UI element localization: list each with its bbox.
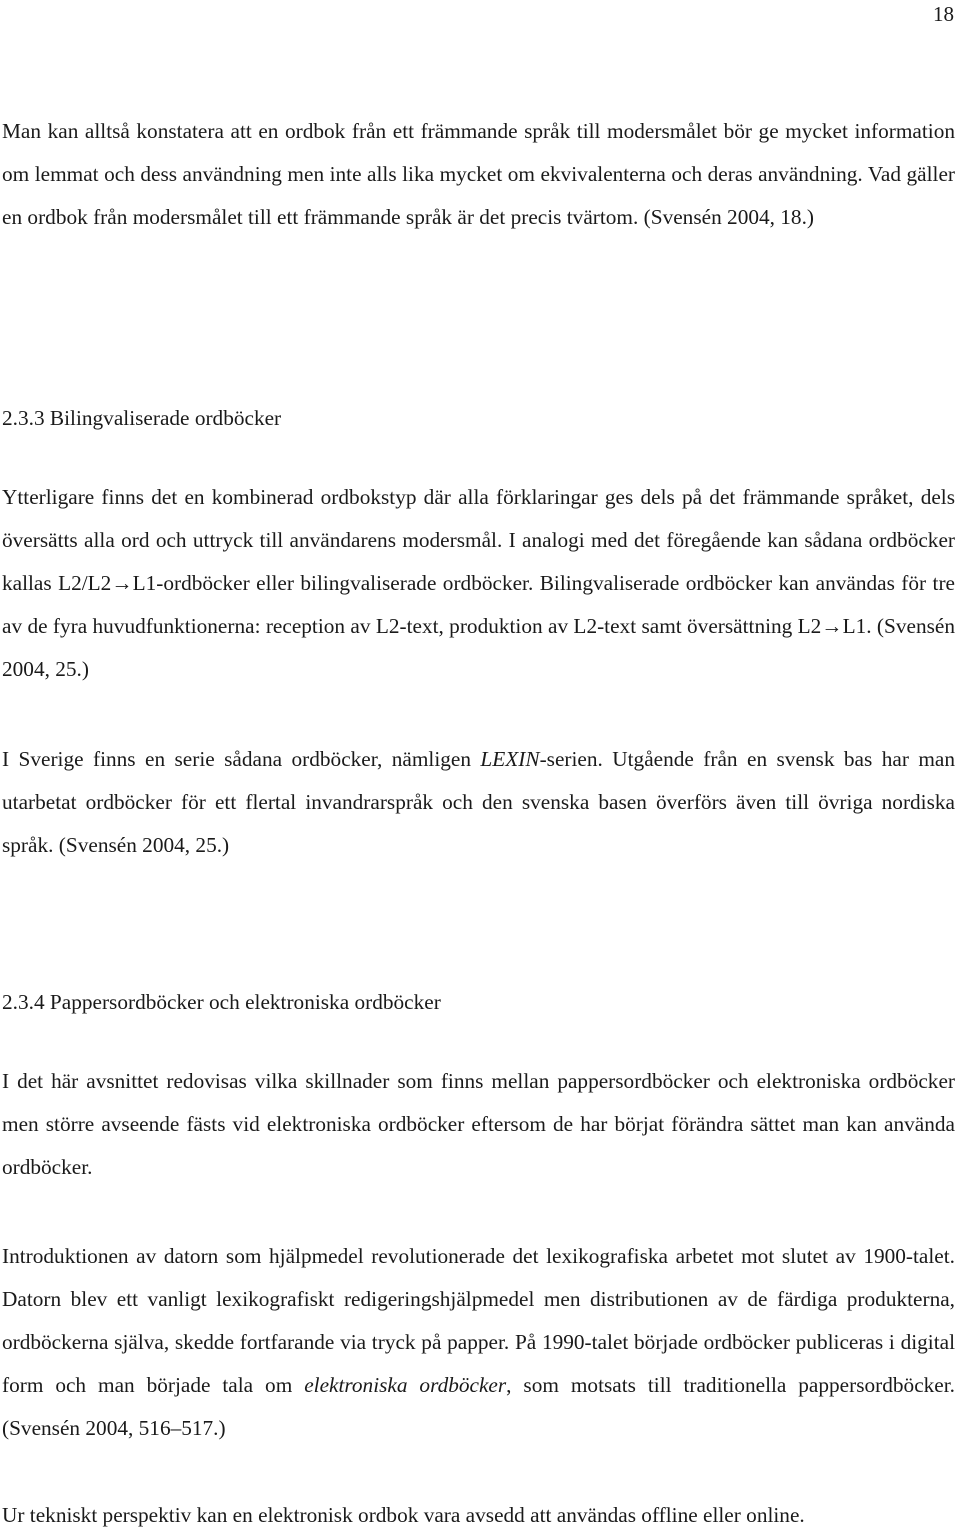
paragraph-2: Ytterligare finns det en kombinerad ordbokstyp där alla förklaringar ges dels på det främmande språket, dels översätts alla ord och uttryck till användarens modersmål. I analogi med det föregående kan sådana ordböcker kallas L2/L2→L1-ordböcker eller bilingvaliserade ordböcker. Bilingvaliserade ordböcker kan användas för tre av de fyra huvudfunktionerna: reception av L2-text, produktion av L2-text samt översättning L2→L1. (Svensén 2004, 25.) — [2, 485, 955, 681]
paragraph-4: I det här avsnittet redovisas vilka skillnader som finns mellan pappersordböcker och elektroniska ordböcker men större avseende fästs vid elektroniska ordböcker eftersom de har börjat förändra sättet man kan använda ordböcker. — [2, 1069, 955, 1179]
paragraph-5-italic: elektroniska ordböcker — [304, 1373, 507, 1397]
paragraph-3-italic: LEXIN — [480, 747, 540, 771]
section-heading-2-3-3: 2.3.3 Bilingvaliserade ordböcker — [2, 406, 282, 430]
paragraph-3-text-a: I Sverige finns en serie sådana ordböcker, nämligen — [2, 747, 481, 771]
paragraph-3-text-b: -serien. Utgående från en svensk bas har man utarbetat ordböcker för ett flertal invandrarspråk och den svenska basen överförs även till övriga nordiska språk. (Svensén 2004, 25.) — [2, 747, 955, 857]
paragraph-5 — [2, 1235, 955, 1450]
paragraph-5-text-b: , som motsats till traditionella pappersordböcker. (Svensén 2004, 516–517.) — [2, 1373, 955, 1440]
page-number: 18 — [933, 2, 954, 26]
section-heading-2-3-4: 2.3.4 Pappersordböcker och elektroniska ordböcker — [2, 990, 441, 1014]
paragraph-6: Ur tekniskt perspektiv kan en elektronisk ordbok vara avsedd att användas offline eller online. — [2, 1503, 805, 1527]
paragraph-3 — [2, 738, 955, 867]
paragraph-1: Man kan alltså konstatera att en ordbok från ett främmande språk till modersmålet bör ge mycket information om lemmat och dess användning men inte alls lika mycket om ekvivalenterna och deras användning. Vad gäller en ordbok från modersmålet till ett främmande språk är det precis tvärtom. (Svensén 2004, 18.) — [2, 119, 955, 229]
paragraph-5-text-a: Introduktionen av datorn som hjälpmedel revolutionerade det lexikografiska arbetet mot slutet av 1900-talet. Datorn blev ett vanligt lexikografiskt redigeringshjälpmedel men distributionen av de färdiga produkterna, ordböckerna själva, skedde fortfarande via tryck på papper. På 1990-talet började ordböcker publiceras i digital form och man började tala om — [2, 1244, 955, 1397]
